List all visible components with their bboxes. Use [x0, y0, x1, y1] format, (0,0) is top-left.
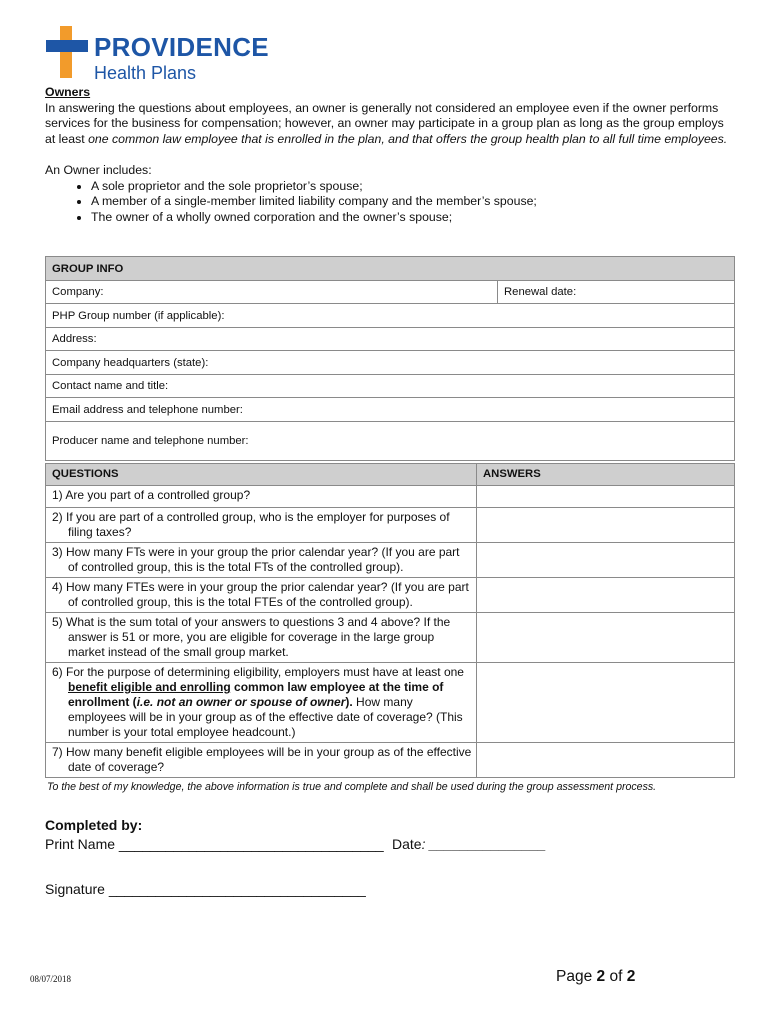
address-field[interactable]: Address:	[46, 328, 735, 351]
question-row: 2) If you are part of a controlled group, who is the employer for purposes of filing taxes?	[46, 508, 477, 543]
headquarters-field[interactable]: Company headquarters (state):	[46, 351, 735, 375]
answer-cell[interactable]	[477, 663, 735, 743]
logo-wordmark: PROVIDENCE	[94, 32, 269, 62]
providence-logo	[46, 26, 296, 86]
logo-subtitle: Health Plans	[94, 63, 197, 83]
question-row: 3) How many FTs were in your group the prior calendar year? (If you are part of controlled group, this is the total FTs of the controlled group).	[46, 543, 477, 578]
owners-paragraph	[45, 101, 735, 148]
group-info-table	[45, 256, 735, 461]
group-info-header: GROUP INFO	[46, 257, 735, 281]
owner-list-item: • The owner of a wholly owned corporation and the owner’s spouse;	[91, 210, 735, 226]
print-name-line[interactable]: Print Name __________________________________	[45, 836, 384, 852]
owners-paragraph-text: In answering the questions about employees, an owner is generally not considered an employee even if the owner performs services for the business for compensation; however, an owner may participate in a group plan as long as the group employs at least	[45, 100, 724, 146]
answer-cell[interactable]	[477, 613, 735, 663]
answer-cell[interactable]	[477, 743, 735, 778]
owners-paragraph-italic: one common law employee that is enrolled in the plan, and that offers the group health plan to all full time employees.	[88, 131, 728, 146]
signature-line[interactable]: Signature _________________________________	[45, 881, 366, 897]
renewal-date-field[interactable]: Renewal date:	[498, 281, 735, 304]
question-row	[46, 663, 477, 743]
answer-cell[interactable]	[477, 508, 735, 543]
certification-statement: To the best of my knowledge, the above information is true and complete and shall be used during the group assessment process.	[47, 781, 657, 793]
cross-logo-icon	[46, 26, 90, 78]
owner-list	[45, 179, 735, 226]
owner-includes-label: An Owner includes:	[45, 163, 152, 177]
page-number: Page 2 of 2	[556, 968, 636, 985]
company-field[interactable]: Company:	[46, 281, 498, 304]
footer-date: 08/07/2018	[30, 974, 72, 984]
owners-section	[45, 85, 735, 225]
question-row: 5) What is the sum total of your answers to questions 3 and 4 above? If the answer is 51 or more, you are eligible for coverage in the large group market instead of the small group market.	[46, 613, 477, 663]
completed-by-heading: Completed by:	[45, 817, 143, 833]
php-group-field[interactable]: PHP Group number (if applicable):	[46, 304, 735, 328]
questions-table	[45, 463, 735, 778]
date-line[interactable]: Date: _______________	[392, 836, 547, 852]
question-row: 7) How many benefit eligible employees will be in your group as of the effective date of coverage?	[46, 743, 477, 778]
question-row: 1) Are you part of a controlled group?	[46, 486, 477, 508]
producer-field[interactable]: Producer name and telephone number:	[46, 422, 735, 461]
owners-heading: Owners	[45, 85, 91, 99]
answers-header: ANSWERS	[477, 464, 735, 486]
owner-list-item: • A sole proprietor and the sole proprietor’s spouse;	[91, 179, 735, 195]
answer-cell[interactable]	[477, 578, 735, 613]
email-phone-field[interactable]: Email address and telephone number:	[46, 398, 735, 422]
question-row: 4) How many FTEs were in your group the prior calendar year? (If you are part of controlled group, this is the total FTEs of the controlled group).	[46, 578, 477, 613]
questions-header: QUESTIONS	[46, 464, 477, 486]
answer-cell[interactable]	[477, 543, 735, 578]
contact-field[interactable]: Contact name and title:	[46, 375, 735, 398]
answer-cell[interactable]	[477, 486, 735, 508]
owner-list-item: • A member of a single-member limited liability company and the member’s spouse;	[91, 194, 735, 210]
question-6-text: 6) For the purpose of determining eligibility, employers must have at least one benefit eligible and enrolling common law employee at the time of enrollment (i.e. not an owner or spouse of owner). How many employees will be in your group as of the effective date of coverage? (This number is your total employee headcount.)	[52, 665, 464, 739]
